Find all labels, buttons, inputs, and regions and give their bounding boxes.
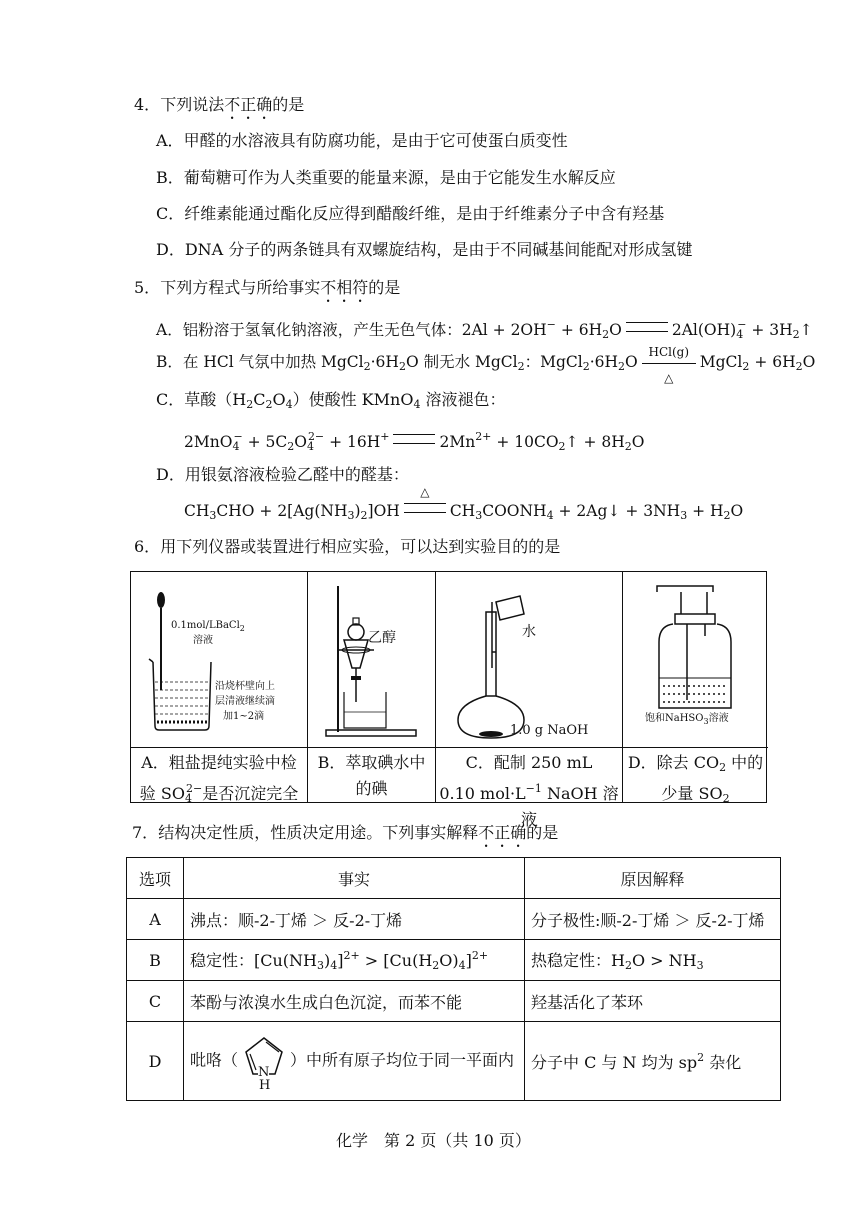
q7-header-option: 选项 — [127, 858, 184, 899]
q5-a-sub4: 4 — [736, 328, 744, 341]
q5-d-eq6: COONH — [482, 502, 547, 520]
q7-stem-pre: 结构决定性质，性质决定用途。下列事实解释 — [158, 823, 479, 842]
q5-b-text4: ：MgCl — [524, 353, 583, 371]
q5-d-equation — [184, 485, 744, 527]
q5-option-b-label: B． — [156, 353, 183, 371]
q5-b-rhs: MgCl — [699, 353, 743, 371]
q5-option-c — [156, 389, 506, 416]
q5-c-text3: O — [272, 390, 286, 409]
q5-a-lhs: 2Al + 2OH — [461, 321, 547, 339]
q5-d-eq10: O — [730, 502, 744, 520]
q7-b-sup2: 2+ — [471, 949, 489, 962]
q7-b-fact2: ) — [324, 951, 331, 970]
q6-figure-c — [436, 572, 622, 748]
q5-c-eq8: O — [631, 433, 645, 451]
q5-stem-post: 的是 — [368, 278, 401, 297]
q5-d-precipitate-arrow: ↓ — [607, 502, 621, 520]
q6-a-reagent-solution: 溶液 — [193, 635, 213, 646]
q5-b-sub7: 2 — [795, 360, 803, 373]
q7-b-sub4: 4 — [458, 959, 466, 972]
q5-b-rhs2: + 6H — [749, 353, 796, 371]
q5-d-equals — [404, 485, 446, 513]
q7-row-d-fact — [184, 1022, 525, 1101]
q6-caption-a — [131, 750, 307, 812]
q7-row-a-reason: 分子极性:顺-2-丁烯 ＞ 反-2-丁烯 — [525, 899, 781, 940]
q4-option-a-text: 甲醛的水溶液具有防腐功能，是由于它可使蛋白质变性 — [183, 131, 568, 150]
q7-b-sub1: 3 — [317, 959, 324, 972]
q6-c-water-label: 水 — [522, 624, 536, 640]
q7-b-sub3: 2 — [432, 959, 440, 972]
page-footer: 化学 第 2 页（共 10 页） — [336, 1131, 531, 1150]
q7-d-fact1: 吡咯（ — [190, 1050, 239, 1070]
q5-b-sub4: 2 — [582, 360, 590, 373]
q5-a-gas-arrow: ↑ — [799, 321, 813, 339]
q6-caption-b-line1: B．萃取碘水中 — [317, 753, 426, 772]
q6-d-solution-sub: 3 — [703, 717, 709, 726]
q5-d-eq9: + H — [687, 502, 724, 520]
q7-row-d-reason — [525, 1022, 781, 1101]
q7-row-c-option: C — [127, 981, 184, 1022]
q4-stem-emphasis: 不正确 — [224, 95, 273, 114]
q6-a-note-line2: 层清液继续滴 — [215, 696, 275, 707]
q5-c-sub3: 4 — [285, 398, 293, 411]
q6-caption-d-sub2: 2 — [722, 792, 730, 805]
q6-a-note-line1: 沿烧杯壁向上 — [215, 681, 275, 692]
q7-b-sup1: 2+ — [343, 949, 360, 962]
q5-a-sub2: 2 — [602, 328, 610, 341]
q4-option-b-label: B． — [156, 168, 184, 187]
q5-c-eq-sub5: 2 — [624, 440, 632, 453]
q6-d-solution-label — [645, 712, 729, 728]
q5-c-eq7: + 8H — [578, 433, 625, 451]
q6-caption-d-rest: 中的 — [726, 753, 764, 772]
q7-table — [126, 857, 781, 1101]
q5-c-gas-arrow: ↑ — [565, 433, 579, 451]
q6-a-reagent-text: 0.1mol/LBaCl — [171, 620, 240, 631]
q7-row-d — [127, 1022, 781, 1101]
q4-option-c — [156, 203, 664, 225]
q6-b-ethanol-label: 乙醇 — [368, 630, 396, 646]
q5-c-sub2: 2 — [265, 398, 273, 411]
q5-d-eq8: + 3NH — [620, 502, 681, 520]
q5-c-eq-sup3: + — [380, 430, 390, 443]
q5-c-text: 草酸（H — [184, 390, 247, 409]
q5-b-arrow — [642, 345, 696, 385]
q7-stem — [132, 822, 558, 851]
q6-figure-b — [308, 572, 435, 748]
q6-number: 6． — [134, 537, 161, 556]
q5-c-sub4: 4 — [413, 398, 421, 411]
q5-b-sub5: 2 — [618, 360, 626, 373]
q6-caption-a-line2 — [131, 776, 307, 812]
q5-c-equals — [393, 434, 435, 444]
q6-a-reagent-label — [171, 619, 245, 635]
q6-caption-c-line1: C．配制 250 mL — [465, 753, 593, 772]
q5-option-d — [156, 464, 409, 486]
volumetric-flask-illustration — [436, 572, 621, 746]
q7-row-d-option: D — [127, 1022, 184, 1101]
q5-c-eq-sup1: − — [233, 430, 243, 443]
q5-d-eq5: CH — [449, 502, 476, 520]
q4-option-d-label: D． — [156, 240, 185, 259]
pyrrole-structure-icon — [238, 1030, 290, 1092]
q7-stem-post: 的是 — [526, 823, 559, 842]
q6-stem-text: 用下列仪器或装置进行相应实验，可以达到实验目的的是 — [160, 537, 561, 556]
q6-cell-b — [308, 572, 436, 802]
q5-b-text3: O 制无水 MgCl — [405, 353, 518, 371]
q5-b-rhs3: O — [802, 353, 816, 371]
q6-apparatus-table — [130, 571, 767, 829]
q5-c-eq3: O — [294, 433, 307, 451]
q5-c-sub1: 2 — [246, 398, 254, 411]
q5-d-text: 用银氨溶液检验乙醛中的醛基： — [184, 465, 409, 484]
q5-stem-pre: 下列方程式与所给事实 — [160, 278, 321, 297]
q5-b-text6: O — [625, 353, 638, 371]
q5-a-equals — [626, 322, 668, 332]
q6-c-naoh-label: 1.0 g NaOH — [510, 723, 589, 738]
q4-option-a — [156, 130, 568, 152]
q5-c-eq5: 2Mn — [439, 433, 476, 451]
q5-d-sub7: 2 — [723, 509, 731, 522]
q5-d-eq7: + 2Ag — [553, 502, 608, 520]
q6-figure-a — [131, 572, 307, 748]
q5-c-eq-sup4: 2+ — [475, 430, 492, 443]
q6-figure-d — [623, 572, 768, 748]
q5-d-sub4: 3 — [475, 509, 483, 522]
q4-option-d — [156, 239, 692, 261]
q7-number: 7． — [132, 823, 159, 842]
q6-caption-c-rest: NaOH 溶液 — [520, 784, 619, 829]
q7-b-reason2: O > NH — [631, 951, 697, 970]
q6-caption-d-co: D．除去 CO — [627, 753, 720, 772]
q7-d-fact2: ）中所有原子均位于同一平面内 — [290, 1050, 515, 1070]
q5-c-eq1: 2MnO — [184, 433, 233, 451]
q7-row-b-reason — [525, 940, 781, 981]
q6-caption-d-sub1: 2 — [719, 761, 727, 774]
q7-row-c-reason: 羟基活化了苯环 — [525, 981, 781, 1022]
q5-b-sub6: 2 — [742, 360, 750, 373]
q5-d-sub1: 3 — [209, 509, 217, 522]
q6-cell-c — [436, 572, 623, 829]
q7-header-fact: 事实 — [184, 858, 525, 899]
q5-option-d-label: D． — [156, 465, 185, 484]
q5-a-rhs2: + 3H — [746, 321, 793, 339]
q5-a-minus2: − — [737, 318, 747, 331]
q7-row-c — [127, 981, 781, 1022]
q6-caption-c-sup: −1 — [525, 782, 542, 795]
q5-b-text2: ·6H — [370, 353, 399, 371]
q6-caption-a-sub: 4 — [184, 792, 192, 805]
q5-c-eq2: + 5C — [242, 433, 288, 451]
q4-option-d-text: DNA 分子的两条链具有双螺旋结构，是由于不同碱基间能配对形成氢键 — [184, 240, 693, 259]
q5-c-text2: C — [253, 390, 266, 409]
q5-stem — [134, 277, 400, 306]
q6-caption-a-line1: A．粗盐提纯实验中检 — [141, 753, 297, 772]
q5-b-sub2: 2 — [398, 360, 406, 373]
q5-a-lhs2: + 6H — [555, 321, 603, 339]
q6-caption-a-sup: 2− — [185, 782, 203, 795]
q6-caption-b-line2: 的碘 — [355, 779, 388, 798]
q5-d-sub5: 4 — [546, 509, 554, 522]
q4-option-c-label: C． — [156, 204, 185, 223]
q5-b-sub1: 2 — [363, 360, 371, 373]
q5-c-eq-sub4: 2 — [558, 440, 566, 453]
q5-d-eq1: CH — [184, 502, 210, 520]
q5-d-eq3: ) — [354, 502, 361, 520]
q7-b-fact6: ] — [465, 951, 472, 970]
q6-a-reagent-sub: 2 — [239, 624, 245, 633]
q7-b-fact5: O) — [439, 951, 459, 970]
q7-row-c-fact: 苯酚与浓溴水生成白色沉淀，而苯不能 — [184, 981, 525, 1022]
q4-option-b — [156, 167, 616, 189]
q6-caption-c-conc: 0.10 mol·L — [439, 784, 526, 803]
q6-caption-d-so: 少量 SO — [661, 784, 723, 803]
q5-a-rhs: 2Al(OH) — [671, 321, 737, 339]
q5-number: 5． — [134, 278, 161, 297]
q5-b-sub3: 2 — [517, 360, 525, 373]
q6-a-note-line3: 加1~2滴 — [223, 711, 265, 722]
q7-b-sub2: 4 — [330, 959, 338, 972]
q6-d-solution-text: 饱和NaHSO — [645, 713, 704, 724]
q5-d-eq4: ]OH — [367, 502, 400, 520]
q4-stem-pre: 下列说法 — [160, 95, 225, 114]
q4-option-b-text: 葡萄糖可作为人类重要的能量来源，是由于它能发生水解反应 — [183, 168, 616, 187]
q5-b-text: 在 HCl 气氛中加热 MgCl — [182, 353, 364, 371]
q7-header-reason: 原因解释 — [525, 858, 781, 899]
q6-caption-b — [308, 750, 435, 802]
q6-d-solution-text2: 溶液 — [708, 713, 729, 724]
q5-d-sub2: 3 — [347, 509, 355, 522]
q4-stem — [134, 94, 304, 123]
q5-a-minus: − — [546, 318, 556, 331]
q5-c-eq-sub2: 2 — [287, 440, 295, 453]
q6-cell-a — [131, 572, 308, 805]
q7-stem-emphasis: 不正确 — [478, 823, 527, 842]
q7-row-a — [127, 899, 781, 940]
q6-caption-d-line1 — [623, 750, 768, 781]
q5-c-eq-sub1: 4 — [232, 440, 240, 453]
q5-d-condition: △ — [420, 485, 430, 499]
q6-caption-c — [436, 750, 622, 833]
q4-stem-post: 的是 — [272, 95, 305, 114]
pyrrole-h-atom: H — [259, 1078, 271, 1093]
q6-cell-d — [623, 572, 768, 805]
q5-d-sub6: 3 — [680, 509, 688, 522]
q5-c-equation — [184, 426, 645, 458]
q6-caption-d — [623, 750, 768, 812]
q5-option-a-text: 铝粉溶于氢氧化钠溶液，产生无色气体： — [182, 321, 462, 339]
q5-b-condition-top: HCl(g) — [648, 345, 690, 359]
q5-c-eq6: + 10CO — [491, 433, 559, 451]
q7-table-header — [127, 858, 781, 899]
q4-option-a-label: A． — [156, 131, 184, 150]
q5-option-a — [156, 314, 813, 346]
q5-option-a-label: A． — [156, 321, 183, 339]
q7-b-reason-sub2: 3 — [696, 959, 704, 972]
q7-b-reason-sub1: 2 — [624, 959, 632, 972]
q5-a-lhs3: O — [609, 321, 622, 339]
q7-d-reason-sup: 2 — [697, 1050, 705, 1064]
q7-row-a-fact: 沸点：顺-2-丁烯 ＞ 反-2-丁烯 — [184, 899, 525, 940]
q7-row-b-fact — [184, 940, 525, 981]
q7-row-a-option: A — [127, 899, 184, 940]
q7-b-fact4: > [Cu(H — [359, 951, 433, 970]
q4-option-c-text: 纤维素能通过酯化反应得到醋酸纤维，是由于纤维素分子中含有羟基 — [184, 204, 665, 223]
q5-b-condition-bottom: △ — [664, 371, 674, 385]
q7-b-fact1: 稳定性：[Cu(NH — [190, 951, 317, 970]
q5-d-sub3: 2 — [360, 509, 368, 522]
q7-row-b — [127, 940, 781, 981]
q5-c-text5: 溶液褪色： — [420, 390, 506, 409]
q5-option-b — [156, 345, 816, 385]
q5-c-eq-sup2: 2− — [307, 430, 325, 443]
q5-c-text4: ）使酸性 KMnO — [292, 390, 414, 409]
beaker-dropper-illustration — [131, 572, 306, 746]
pyrrole-n-atom: N — [258, 1065, 270, 1080]
q5-option-c-label: C． — [156, 390, 185, 409]
q5-c-eq-sub3: 4 — [306, 440, 314, 453]
separatory-funnel-illustration — [308, 572, 434, 746]
q6-caption-a-so: 验 SO — [139, 784, 185, 803]
q4-number: 4． — [134, 95, 161, 114]
q6-stem — [134, 536, 560, 558]
q5-c-eq4: + 16H — [324, 433, 381, 451]
q7-b-fact3: ] — [337, 951, 344, 970]
q5-stem-emphasis: 不相符 — [320, 278, 369, 297]
q6-caption-d-line2 — [623, 781, 768, 812]
q6-caption-a-rest: 是否沉淀完全 — [202, 784, 299, 803]
q7-b-reason1: 热稳定性：H — [531, 951, 625, 970]
q7-d-reason1: 分子中 C 与 N 均为 sp — [531, 1052, 698, 1072]
q5-b-text5: ·6H — [589, 353, 619, 371]
q5-a-sub2b: 2 — [792, 328, 800, 341]
q7-row-b-option: B — [127, 940, 184, 981]
q5-d-eq2: CHO + 2[Ag(NH — [216, 502, 348, 520]
q7-d-reason2: 杂化 — [704, 1052, 742, 1072]
